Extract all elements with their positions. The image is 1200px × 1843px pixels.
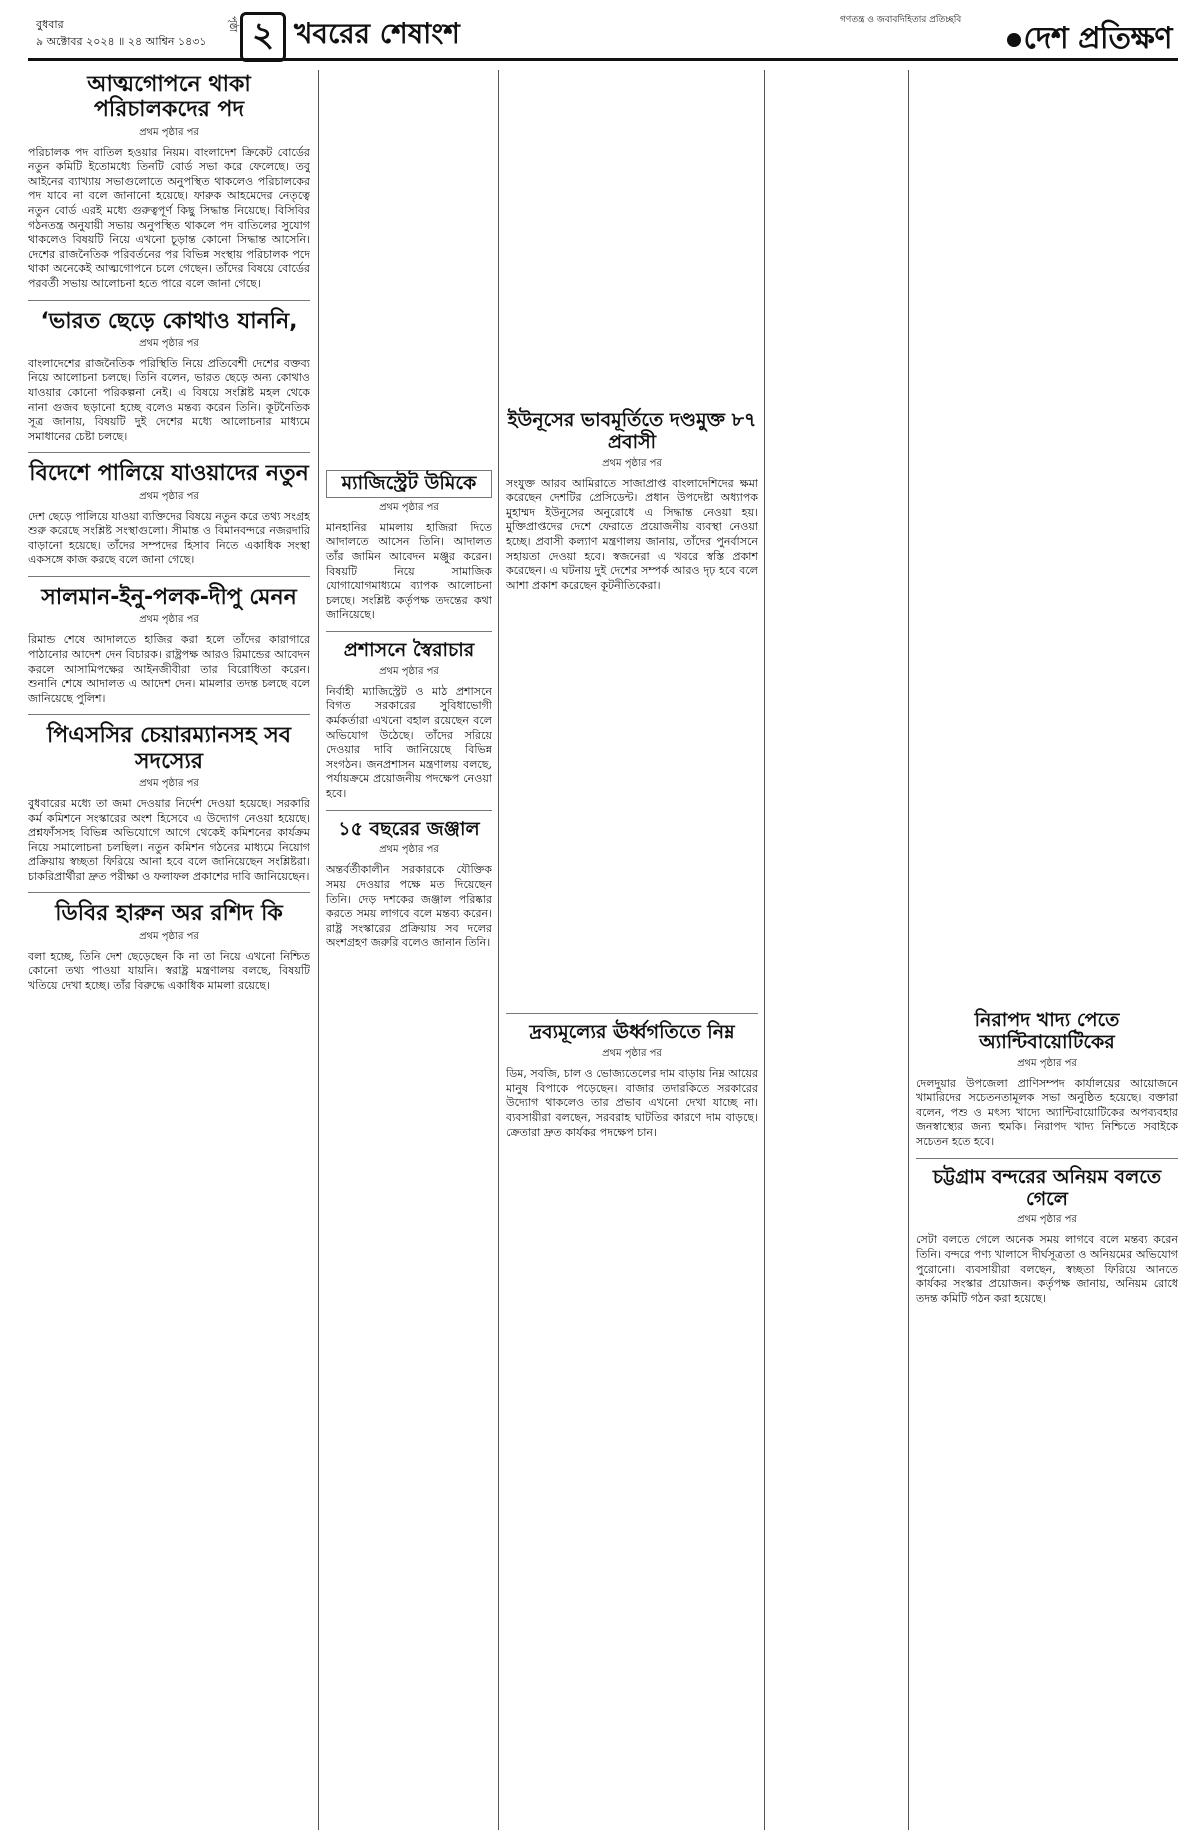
headline[interactable]: আত্মগোপনে থাকা পরিচালকদের পদ xyxy=(87,72,251,123)
headline[interactable]: পিএসসির চেয়ারম্যানসহ সব সদস্যের xyxy=(47,723,291,774)
headline[interactable]: দ্রব্যমূল্যের ঊর্ধ্বগতিতে নিম্ন xyxy=(529,1021,735,1044)
masthead xyxy=(28,12,1178,61)
date: ৯ অক্টোবর ২০২৪ ॥ ২৪ আশ্বিন ১৪৩১ xyxy=(36,35,207,48)
headline[interactable]: ১৫ বছরের জঞ্জাল xyxy=(338,817,480,840)
story-body: দেশ ছেড়ে পালিয়ে যাওয়া ব্যক্তিদের বিষয়ে নতুন করে তথ্য সংগ্রহ শুরু করেছে সংশ্লিষ্ট সংস্থাগুলো। সীমান্ত ও বিমানবন্দরে নজরদারি বাড়ানো হয়েছে। তাঁদের সম্পদের হিসাব নিতে একাধিক সংস্থা একসঙ্গে কাজ করছে বলে জানা গেছে। xyxy=(28,509,310,567)
logo-seal-icon xyxy=(1007,33,1021,47)
continued-label: প্রথম পৃষ্ঠার পর xyxy=(602,1048,662,1060)
story-db-harun xyxy=(28,892,310,993)
story-body: বলা হচ্ছে, তিনি দেশ ছেড়েছেন কি না তা নিয়ে এখনো নিশ্চিত কোনো তথ্য পাওয়া যায়নি। স্বরাষ্ট্র মন্ত্রণালয় বলছে, বিষয়টি খতিয়ে দেখা হচ্ছে। তাঁর বিরুদ্ধে একাধিক মামলা রয়েছে। xyxy=(28,949,310,992)
story-body: রিমান্ড শেষে আদালতে হাজির করা হলে তাঁদের কারাগারে পাঠানোর আদেশ দেন বিচারক। রাষ্ট্রপক্ষ আরও রিমান্ডের আবেদন করলে আসামিপক্ষের আইনজীবীরা তার বিরোধিতা করেন। শুনানি শেষে আদালত এ আদেশ দেন। মামলার তদন্ত চলছে বলে জানিয়েছে পুলিশ। xyxy=(28,633,310,705)
story-yunus-expat xyxy=(506,410,758,593)
story-psc xyxy=(28,714,310,884)
headline[interactable]: ‘ভারত ছেড়ে কোথাও যাননি, xyxy=(40,308,298,334)
story-body: মানহানির মামলায় হাজিরা দিতে আদালতে আসেন তিনি। আদালত তাঁর জামিন আবেদন মঞ্জুর করেন। বিষয়টি নিয়ে সামাজিক যোগাযোগমাধ্যমে ব্যাপক আলোচনা চলছে। সংশ্লিষ্ট কর্তৃপক্ষ তদন্তের কথা জানিয়েছে। xyxy=(326,520,492,622)
story-body: দেলদুয়ার উপজেলা প্রাণিসম্পদ কার্যালয়ের আয়োজনে খামারিদের সচেতনতামূলক সভা অনুষ্ঠিত হয়েছে। বক্তারা বলেন, পশু ও মৎস্য খাদ্যে অ্যান্টিবায়োটিকের অপব্যবহার জনস্বাস্থ্যের জন্য হুমকি। নিরাপদ খাদ্য নিশ্চিতে সবাইকে সচেতন হতে হবে। xyxy=(916,1076,1178,1149)
column-rule xyxy=(908,70,909,1830)
column-2 xyxy=(326,70,492,1830)
story-body: সেটা বলতে গেলে অনেক সময় লাগবে বলে মন্তব্য করেন তিনি। বন্দরে পণ্য খালাসে দীর্ঘসূত্রতা ও অনিয়মের অভিযোগ পুরোনো। ব্যবসায়ীরা বলছেন, স্বচ্ছতা ফিরিয়ে আনতে কার্যকর সংস্কার প্রয়োজন। কর্তৃপক্ষ জানায়, অনিয়ম রোধে তদন্ত কমিটি গঠন করা হয়েছে। xyxy=(916,1233,1178,1305)
column-3 xyxy=(506,70,758,1830)
column-rule xyxy=(498,70,499,1830)
continued-label: প্রথম পৃষ্ঠার পর xyxy=(379,665,439,677)
headline[interactable]: ডিবির হারুন অর রশিদ কি xyxy=(55,901,283,927)
story-body: অন্তর্বর্তীকালীন সরকারকে যৌক্তিক সময় দেওয়ার পক্ষে মত দিয়েছেন তিনি। দেড় দশকের জঞ্জাল পরিষ্কার করতে সময় লাগবে বলে মন্তব্য করেন। রাষ্ট্র সংস্কারের প্রক্রিয়ায় সব দলের অংশগ্রহণ জরুরি বলেও জানান তিনি। xyxy=(326,863,492,950)
continued-label: প্রথম পৃষ্ঠার পর xyxy=(379,844,439,856)
continued-label: প্রথম পৃষ্ঠার পর xyxy=(602,457,662,469)
continued-label: প্রথম পৃষ্ঠার পর xyxy=(139,490,199,502)
story-body: বুধবারের মধ্যে তা জমা দেওয়ার নির্দেশ দেওয়া হয়েছে। সরকারি কর্ম কমিশনে সংস্কারের অংশ হিসেবে এ উদ্যোগ নেওয়া হয়েছে। প্রশ্নফাঁসসহ বিভিন্ন অভিযোগে আগে থেকেই কমিশনের কার্যক্রম নিয়ে সমালোচনা চলছিল। নতুন কমিশন গঠনের মাধ্যমে নিয়োগ প্রক্রিয়ায় স্বচ্ছতা ফিরিয়ে আনা হবে বলে জানিয়েছেন সংশ্লিষ্টরা। চাকরিপ্রার্থীরা দ্রুত পরীক্ষা ও ফলাফল প্রকাশের দাবি জানিয়েছেন। xyxy=(28,796,310,883)
weekday: বুধবার xyxy=(36,18,64,31)
story-15-years xyxy=(326,810,492,951)
continued-label: প্রথম পৃষ্ঠার পর xyxy=(139,337,199,349)
story-body: ডিম, সবজি, চাল ও ভোজ্যতেলের দাম বাড়ায় নিম্ন আয়ের মানুষ বিপাকে পড়েছেন। বাজার তদারকিতে সরকারের উদ্যোগ থাকলেও তার প্রভাব এখনো দেখা যাচ্ছে না। ব্যবসায়ীরা বলছেন, সরবরাহ ঘাটতির কারণে দাম বাড়ছে। ক্রেতারা দ্রুত কার্যকর পদক্ষেপ চান। xyxy=(506,1067,758,1139)
tagline: গণতন্ত্র ও জবাবদিহিতার প্রতিচ্ছবি xyxy=(840,15,962,25)
story-india xyxy=(28,300,310,445)
column-5 xyxy=(916,70,1178,1830)
story-body: সংযুক্ত আরব আমিরাতে সাজাপ্রাপ্ত বাংলাদেশিদের ক্ষমা করেছেন দেশটির প্রেসিডেন্ট। প্রধান উপদেষ্টা অধ্যাপক মুহাম্মদ ইউনূসের অনুরোধে এ সিদ্ধান্ত নেওয়া হয়। মুক্তিপ্রাপ্তদের দেশে ফেরাতে প্রয়োজনীয় ব্যবস্থা নেওয়া হচ্ছে। প্রবাসী কল্যাণ মন্ত্রণালয় জানায়, তাঁদের পুনর্বাসনে সহায়তা দেওয়া হবে। স্বজনেরা এ খবরে স্বস্তি প্রকাশ করেছেন। এ ঘটনায় দুই দেশের সম্পর্ক আরও দৃঢ় হবে বলে আশা প্রকাশ করেছেন কূটনীতিকেরা। xyxy=(506,476,758,592)
column-rule xyxy=(764,70,765,1830)
story-chattogram-port xyxy=(916,1158,1178,1307)
continued-label: প্রথম পৃষ্ঠার পর xyxy=(379,501,439,513)
story-prices xyxy=(506,1013,758,1140)
headline[interactable]: ম্যাজিস্ট্রেট উমিকে xyxy=(326,470,492,498)
story-magistrate xyxy=(326,470,492,623)
story-body: নির্বাহী ম্যাজিস্ট্রেট ও মাঠ প্রশাসনে বিগত সরকারের সুবিধাভোগী কর্মকর্তারা এখনো বহাল রয়েছেন বলে অভিযোগ উঠেছে। তাঁদের সরিয়ে দেওয়ার দাবি জানিয়েছে বিভিন্ন সংগঠন। জনপ্রশাসন মন্ত্রণালয় বলছে, পর্যায়ক্রমে প্রয়োজনীয় পদক্ষেপ নেওয়া হবে। xyxy=(326,684,492,800)
headline[interactable]: বিদেশে পালিয়ে যাওয়াদের নতুন xyxy=(29,461,309,487)
headline[interactable]: ইউনূসের ভাবমূর্তিতে দণ্ডমুক্ত ৮৭ প্রবাসী xyxy=(507,409,757,453)
newspaper-logo[interactable] xyxy=(1007,22,1172,56)
story-directors-post xyxy=(28,72,310,292)
continued-label: প্রথম পৃষ্ঠার পর xyxy=(139,614,199,626)
story-administration xyxy=(326,631,492,802)
column-rule xyxy=(318,70,319,1830)
story-salman-inu xyxy=(28,576,310,706)
column-4 xyxy=(770,70,902,1830)
story-fled-abroad xyxy=(28,452,310,568)
continued-label: প্রথম পৃষ্ঠার পর xyxy=(139,777,199,789)
continued-label: প্রথম পৃষ্ঠার পর xyxy=(1017,1057,1077,1069)
story-body: পরিচালক পদ বাতিল হওয়ার নিয়ম। বাংলাদেশ ক্রিকেট বোর্ডের নতুন কমিটি ইতোমধ্যে তিনটি বোর্ড সভা করে ফেলেছে। তবু আইনের ব্যাখ্যায় সভাগুলোতে অনুপস্থিত থাকলেও পরিচালকের পদ যাবে না বলে জানানো হয়েছে। ফারুক আহমেদের নেতৃত্বে নতুন বোর্ড এরই মধ্যে গুরুত্বপূর্ণ কিছু সিদ্ধান্ত নিয়েছে। বিসিবির গঠনতন্ত্র অনুযায়ী সভায় অনুপস্থিত থাকলে পদ বাতিলের সুযোগ থাকলেও বিষয়টি নিয়ে এখনো চূড়ান্ত কোনো সিদ্ধান্ত আসেনি। দেশের রাজনৈতিক পরিবর্তনের পর বিভিন্ন সংস্থায় পরিচালক পদে থাকা অনেকেই আত্মগোপনে চলে গেছেন। তাঁদের বিষয়ে বোর্ডের পরবর্তী সভায় আলোচনা হতে পারে বলে জানা গেছে। xyxy=(28,145,310,290)
headline[interactable]: প্রশাসনে স্বৈরাচার xyxy=(343,639,475,661)
headline[interactable]: সালমান-ইনু-পলক-দীপু মেনন xyxy=(41,585,297,611)
dateline xyxy=(36,16,226,50)
story-antibiotic xyxy=(916,1010,1178,1150)
column-1 xyxy=(28,70,310,1830)
continued-label: প্রথম পৃষ্ঠার পর xyxy=(1017,1214,1077,1226)
story-body: বাংলাদেশের রাজনৈতিক পরিস্থিতি নিয়ে প্রতিবেশী দেশের বক্তব্য নিয়ে আলোচনা চলছে। তিনি বলেন, ভারত ছেড়ে অন্য কোথাও যাওয়ার কোনো পরিকল্পনা নেই। এ বিষয়ে সংশ্লিষ্ট মহল থেকে নানা গুজব ছড়ানো হচ্ছে বলেও মন্তব্য করেন তিনি। কূটনৈতিক সূত্র জানায়, বিষয়টি দুই দেশের মধ্যে আলোচনার মাধ্যমে সমাধানের চেষ্টা চলছে। xyxy=(28,356,310,443)
headline[interactable]: নিরাপদ খাদ্য পেতে অ্যান্টিবায়োটিকের xyxy=(974,1009,1120,1053)
headline[interactable]: চট্টগ্রাম বন্দরের অনিয়ম বলতে গেলে xyxy=(932,1165,1162,1210)
page-number: ২ xyxy=(240,12,286,62)
page-word: পৃষ্ঠা xyxy=(227,16,238,33)
continued-label: প্রথম পৃষ্ঠার পর xyxy=(139,930,199,942)
section-title: খবরের শেষাংশ xyxy=(294,17,460,50)
continued-label: প্রথম পৃষ্ঠার পর xyxy=(139,126,199,138)
logo-text: দেশ প্রতিক্ষণ xyxy=(1023,21,1172,56)
